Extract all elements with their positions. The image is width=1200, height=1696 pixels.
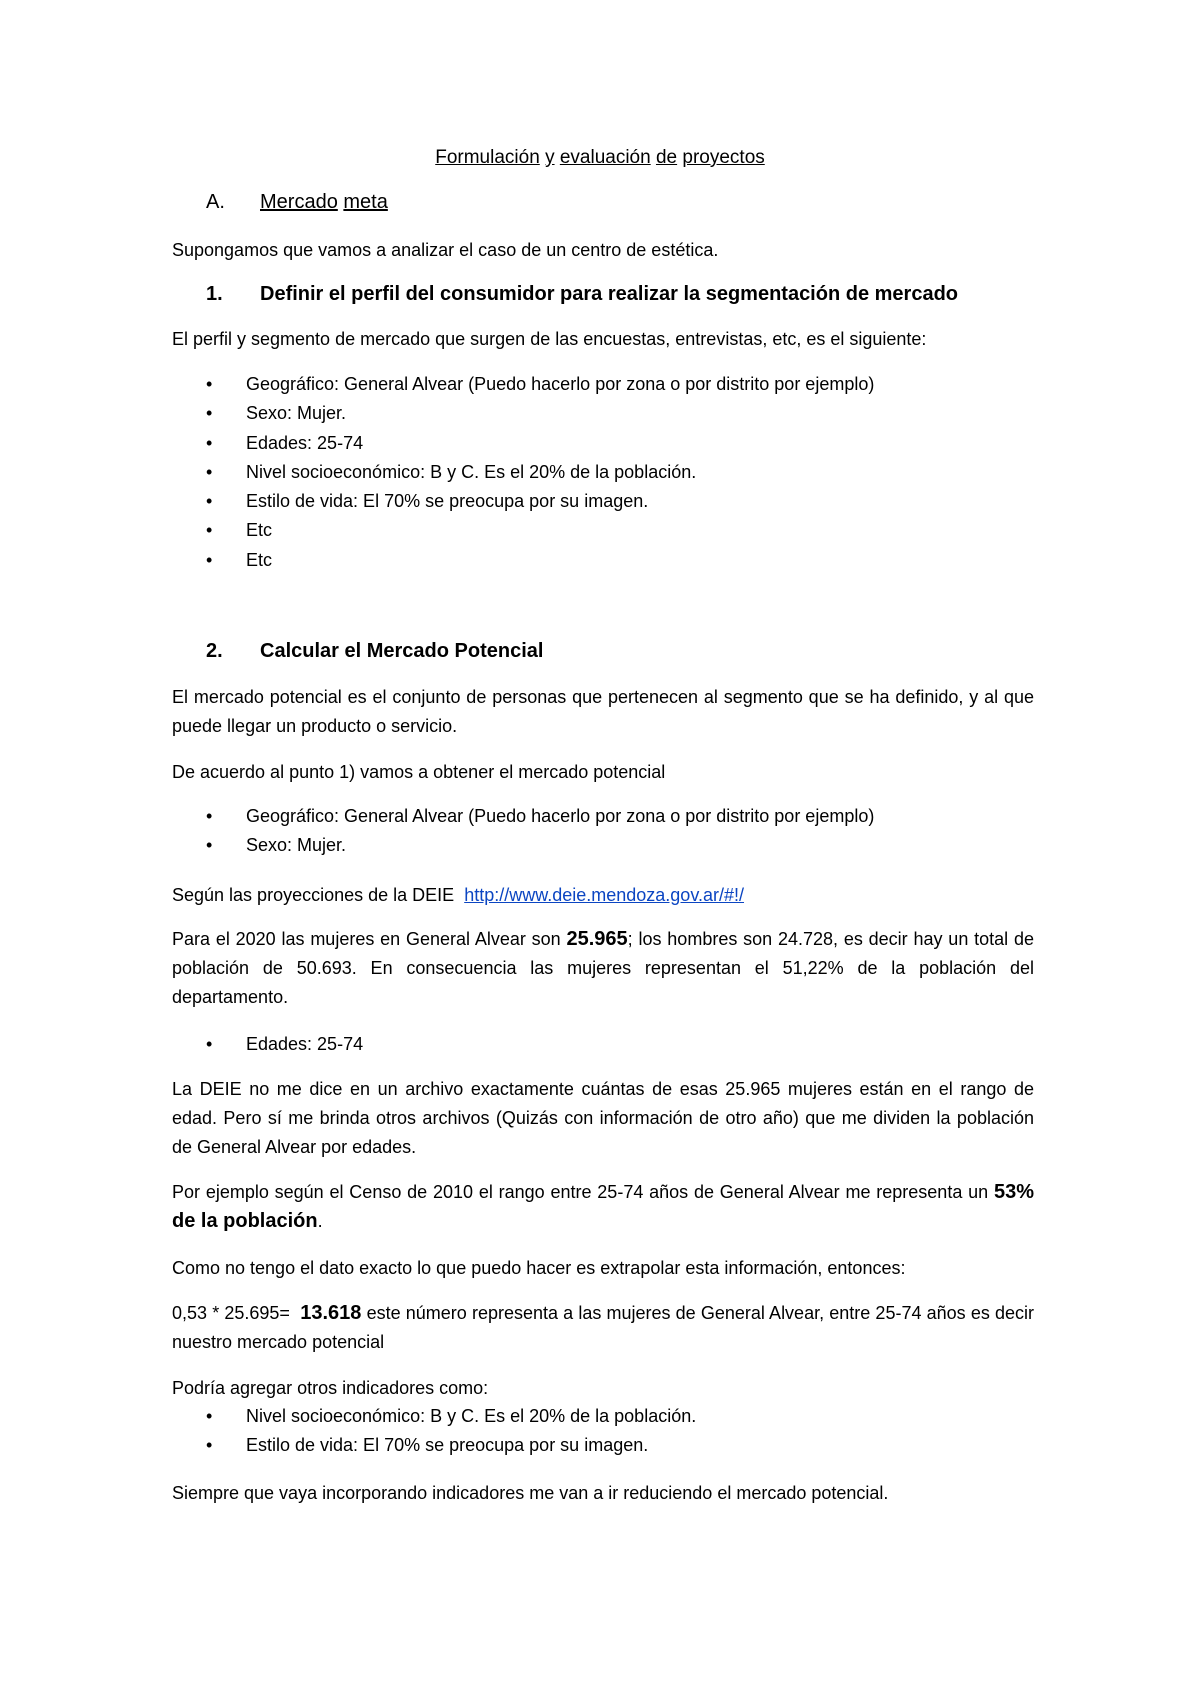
list-3 [172,1030,1034,1059]
step1-text: El perfil y segmento de mercado que surgen de las encuestas, entrevistas, etc, es el siguiente: [172,329,927,349]
acuerdo-paragraph: De acuerdo al punto 1) vamos a obtener el mercado potencial [172,762,666,782]
list-item: • Edades: 25-74 [172,1030,1034,1059]
como-paragraph: Como no tengo el dato exacto lo que puedo hacer es extrapolar esta información, entonces: [172,1258,906,1278]
market-result: 13.618 [300,1302,362,1324]
list-2 [172,802,1034,861]
list-item: • Estilo de vida: El 70% se preocupa por su imagen. [172,1431,1034,1460]
intro-paragraph: Supongamos que vamos a analizar el caso de un centro de estética. [172,240,719,260]
list-item: • Sexo: Mujer. [172,399,1034,428]
step-number: 2. [206,640,223,662]
deie-note-paragraph: La DEIE no me dice en un archivo exactamente cuántas de esas 25.965 mujeres están en el rango de edad. Pero sí me brinda otros archivos (Quizás con información de otro año) que me dividen la población de General Alvear por edades. [172,1079,1034,1157]
calc-paragraph [172,1299,1034,1357]
list-item: • Geográfico: General Alvear (Puedo hacerlo por zona o por distrito por ejemplo) [172,370,1034,399]
section-a-heading [172,188,1034,217]
page-title [0,143,1200,172]
list-item: • Edades: 25-74 [172,429,1034,458]
para-text: Por ejemplo según el Censo de 2010 el rango entre 25-74 años de General Alvear me representa un [172,1182,994,1202]
title-word: Formulación [435,147,540,168]
calc-text: 0,53 * 25.695= [172,1303,301,1323]
percent-highlight: 53% de la población [172,1181,1034,1232]
censo-paragraph [172,1178,1034,1236]
step-number: 1. [206,283,223,305]
para-text: ; los hombres son 24.728, es decir hay un total de población de 50.693. En consecuencia las mujeres representan el 51,22% de la población del departamento. [172,929,1034,1007]
para-text: . [317,1211,323,1231]
section-word: meta [343,191,388,213]
step-title: Definir el perfil del consumidor para realizar la segmentación de mercado [260,283,958,305]
title-word: proyectos [682,147,765,168]
calc-text: este número representa a las mujeres de General Alvear, entre 25-74 años es decir nuestro mercado potencial [172,1303,1034,1352]
list-item: • Etc [172,546,1034,575]
profile-list [172,370,1034,575]
para-2020 [172,925,1034,1012]
title-word: evaluación [559,147,651,168]
deie-paragraph [172,881,1034,910]
siempre-paragraph: Siempre que vaya incorporando indicadores me van a ir reduciendo el mercado potencial. [172,1483,889,1503]
definition-paragraph: El mercado potencial es el conjunto de personas que pertenecen al segmento que se ha definido, y al que puede llegar un producto o servicio. [172,687,1034,736]
list-4 [172,1402,1034,1461]
list-item: • Nivel socioeconómico: B y C. Es el 20% de la población. [172,458,1034,487]
para-text: Para el 2020 las mujeres en General Alvear son [172,929,567,949]
podria-paragraph: Podría agregar otros indicadores como: [172,1378,489,1398]
title-word: y [545,147,555,168]
list-item: • Sexo: Mujer. [172,831,1034,860]
step2-heading [172,637,1034,666]
section-letter: A. [206,191,225,213]
list-item: • Etc [172,516,1034,545]
list-item: • Geográfico: General Alvear (Puedo hacerlo por zona o por distrito por ejemplo) [172,802,1034,831]
step-title: Calcular el Mercado Potencial [260,640,544,662]
step1-heading [172,280,1034,309]
list-item: • Estilo de vida: El 70% se preocupa por su imagen. [172,487,1034,516]
title-word: de [655,147,678,168]
deie-text: Según las proyecciones de la DEIE [172,885,455,905]
deie-link[interactable]: http://www.deie.mendoza.gov.ar/#!/ [464,885,745,905]
section-word: Mercado [260,191,338,213]
list-item: • Nivel socioeconómico: B y C. Es el 20% de la población. [172,1402,1034,1431]
women-count: 25.965 [566,928,628,950]
